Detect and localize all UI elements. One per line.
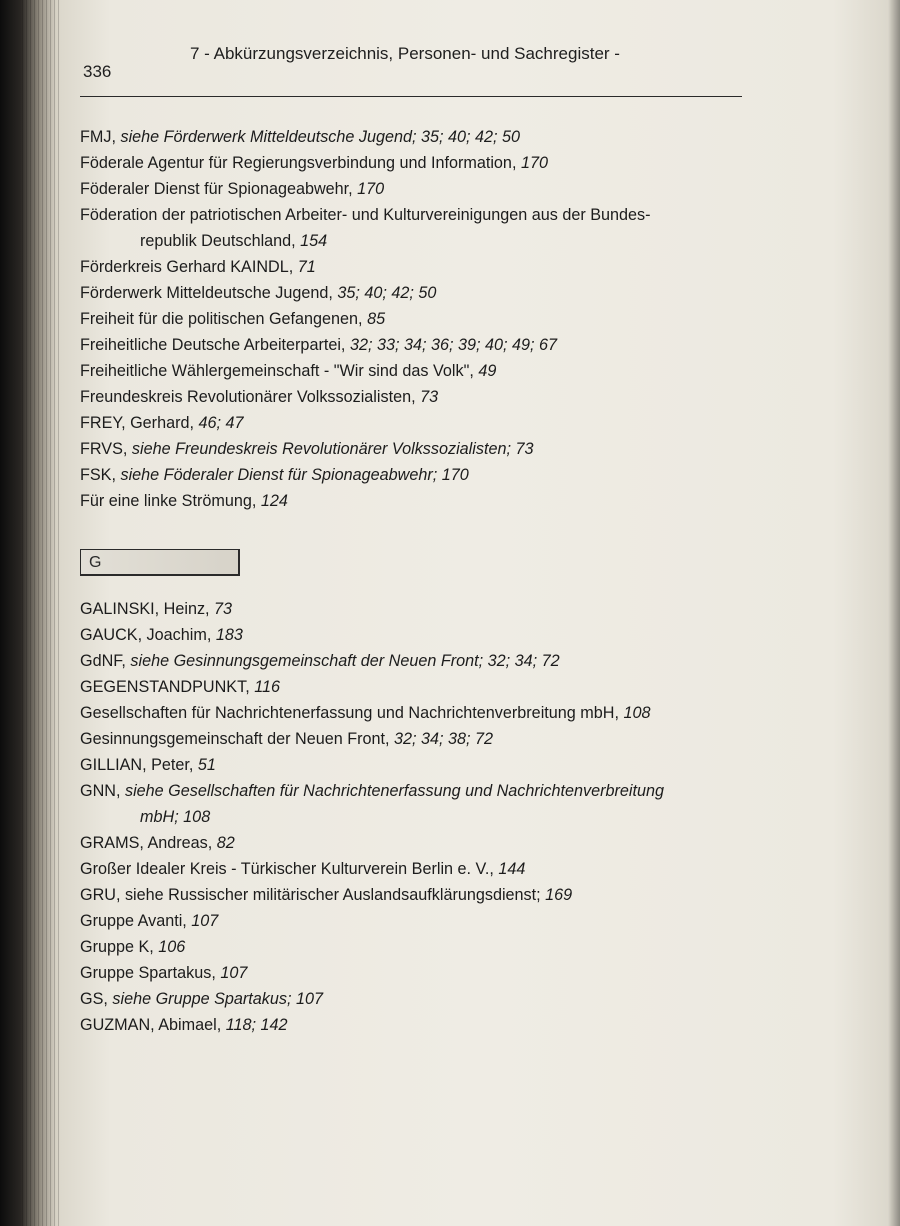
entry-term: Föderaler Dienst für Spionageabwehr, — [80, 180, 358, 198]
entry-term: GAUCK, Joachim, — [80, 626, 216, 644]
entry-term: GS, — [80, 990, 113, 1008]
entry-term: Gesellschaften für Nachrichtenerfassung und Nachrichtenverbreitung mbH, — [80, 704, 624, 722]
index-entry — [80, 358, 760, 384]
index-entry — [80, 384, 760, 410]
entry-pages: ; 170 — [432, 466, 469, 484]
section-letter-box — [80, 549, 240, 576]
entry-term: Gesinnungsgemeinschaft der Neuen Front, — [80, 730, 395, 748]
entry-pages: 82 — [216, 834, 235, 852]
page-stack-lines — [22, 0, 62, 1226]
index-entry — [80, 856, 760, 882]
entry-pages: 154 — [300, 232, 328, 250]
entry-term: FSK, — [80, 466, 121, 484]
index-entry — [80, 804, 760, 830]
index-entry — [80, 726, 760, 752]
entry-pages: 106 — [158, 938, 186, 956]
entry-term: GEGENSTANDPUNKT, — [80, 678, 255, 696]
entry-term: Für eine linke Strömung, — [80, 492, 261, 510]
index-entry — [80, 176, 760, 202]
index-entry — [80, 752, 760, 778]
entry-term: republik Deutschland, — [140, 232, 301, 250]
entry-crossref: siehe Gesinnungsgemeinschaft der Neuen Front — [130, 652, 479, 670]
entry-pages: 169 — [545, 886, 573, 904]
entry-pages: 46; 47 — [198, 414, 244, 432]
index-entry — [80, 202, 760, 228]
entry-term: FMJ, — [80, 128, 121, 146]
entry-term: Freiheitliche Wählergemeinschaft - "Wir sind das Volk", — [80, 362, 479, 380]
entry-crossref: mbH — [140, 808, 175, 826]
entry-pages: 118; 142 — [225, 1016, 288, 1034]
entry-term: GILLIAN, Peter, — [80, 756, 198, 774]
index-entry — [80, 1012, 760, 1038]
entry-crossref: siehe Freundeskreis Revolutionärer Volkssozialisten — [131, 440, 507, 458]
index-section-g — [80, 596, 760, 1038]
entry-pages: ; 107 — [286, 990, 323, 1008]
entry-pages: 85 — [367, 310, 386, 328]
entry-term: FRVS, — [80, 440, 132, 458]
section-letter: G — [89, 554, 102, 571]
entry-crossref: siehe Förderwerk Mitteldeutsche Jugend — [120, 128, 412, 146]
index-entry — [80, 674, 760, 700]
entry-term: Freundeskreis Revolutionärer Volkssozialisten, — [80, 388, 421, 406]
entry-pages: 107 — [191, 912, 219, 930]
entry-term: Großer Idealer Kreis - Türkischer Kulturverein Berlin e. V., — [80, 860, 499, 878]
entry-term: GALINSKI, Heinz, — [80, 600, 215, 618]
index-entry — [80, 622, 760, 648]
index-entry — [80, 280, 760, 306]
index-entry — [80, 332, 760, 358]
entry-pages: 71 — [297, 258, 316, 276]
entry-term: GRAMS, Andreas, — [80, 834, 217, 852]
index-entry — [80, 228, 760, 254]
index-entry — [80, 960, 760, 986]
entry-pages: ; 32; 34; 72 — [478, 652, 560, 670]
entry-pages: 49 — [478, 362, 497, 380]
entry-term: GdNF, — [80, 652, 131, 670]
index-entry — [80, 830, 760, 856]
entry-pages: 124 — [260, 492, 288, 510]
entry-term: Freiheitliche Deutsche Arbeiterpartei, — [80, 336, 350, 354]
entry-crossref: siehe Gesellschaften für Nachrichtenerfassung und Nachrichtenverbreitung — [124, 782, 664, 800]
header-divider — [80, 96, 742, 97]
index-entry — [80, 436, 760, 462]
entry-pages: ; 35; 40; 42; 50 — [412, 128, 521, 146]
index-entry — [80, 306, 760, 332]
index-entry — [80, 700, 760, 726]
index-entry — [80, 986, 760, 1012]
entry-pages: 107 — [220, 964, 248, 982]
entry-pages: 32; 33; 34; 36; 39; 40; 49; 67 — [349, 336, 557, 354]
entry-term: Gruppe Spartakus, — [80, 964, 221, 982]
entry-term: FREY, Gerhard, — [80, 414, 199, 432]
index-entry — [80, 934, 760, 960]
entry-pages: 73 — [420, 388, 439, 406]
entry-crossref: siehe Föderaler Dienst für Spionageabwehr — [120, 466, 433, 484]
entry-term: Förderwerk Mitteldeutsche Jugend, — [80, 284, 338, 302]
entry-pages: ; 108 — [174, 808, 211, 826]
entry-pages: 144 — [498, 860, 526, 878]
running-header: 7 - Abkürzungsverzeichnis, Personen- und Sachregister - — [190, 44, 620, 63]
index-entry — [80, 596, 760, 622]
entry-term: Föderation der patriotischen Arbeiter- und Kulturvereinigungen aus der Bundes- — [80, 206, 651, 224]
entry-pages: 116 — [254, 678, 280, 696]
entry-term: GNN, — [80, 782, 125, 800]
entry-term: Gruppe Avanti, — [80, 912, 192, 930]
entry-pages: 32; 34; 38; 72 — [394, 730, 494, 748]
entry-pages: 183 — [215, 626, 243, 644]
entry-pages: 108 — [623, 704, 651, 722]
entry-term: Gruppe K, — [80, 938, 159, 956]
entry-pages: 35; 40; 42; 50 — [337, 284, 437, 302]
index-section-f — [80, 124, 760, 514]
index-entry — [80, 150, 760, 176]
index-entry — [80, 882, 760, 908]
entry-pages: 73 — [214, 600, 233, 618]
index-entry — [80, 908, 760, 934]
entry-pages: 51 — [197, 756, 216, 774]
index-entry — [80, 778, 760, 804]
entry-term: Förderkreis Gerhard KAINDL, — [80, 258, 298, 276]
entry-term: GRU, siehe Russischer militärischer Auslandsaufklärungsdienst; — [80, 886, 546, 904]
page-number: 336 — [83, 62, 112, 81]
entry-term: GUZMAN, Abimael, — [80, 1016, 226, 1034]
index-entry — [80, 488, 760, 514]
index-entry — [80, 410, 760, 436]
index-entry — [80, 124, 760, 150]
entry-pages: 170 — [357, 180, 385, 198]
entry-pages: 170 — [520, 154, 548, 172]
entry-term: Freiheit für die politischen Gefangenen, — [80, 310, 368, 328]
index-entry — [80, 648, 760, 674]
page-gutter-shadow — [888, 0, 900, 1226]
entry-pages: ; 73 — [506, 440, 534, 458]
entry-term: Föderale Agentur für Regierungsverbindung und Information, — [80, 154, 521, 172]
index-entry — [80, 462, 760, 488]
index-entry — [80, 254, 760, 280]
entry-crossref: siehe Gruppe Spartakus — [112, 990, 287, 1008]
